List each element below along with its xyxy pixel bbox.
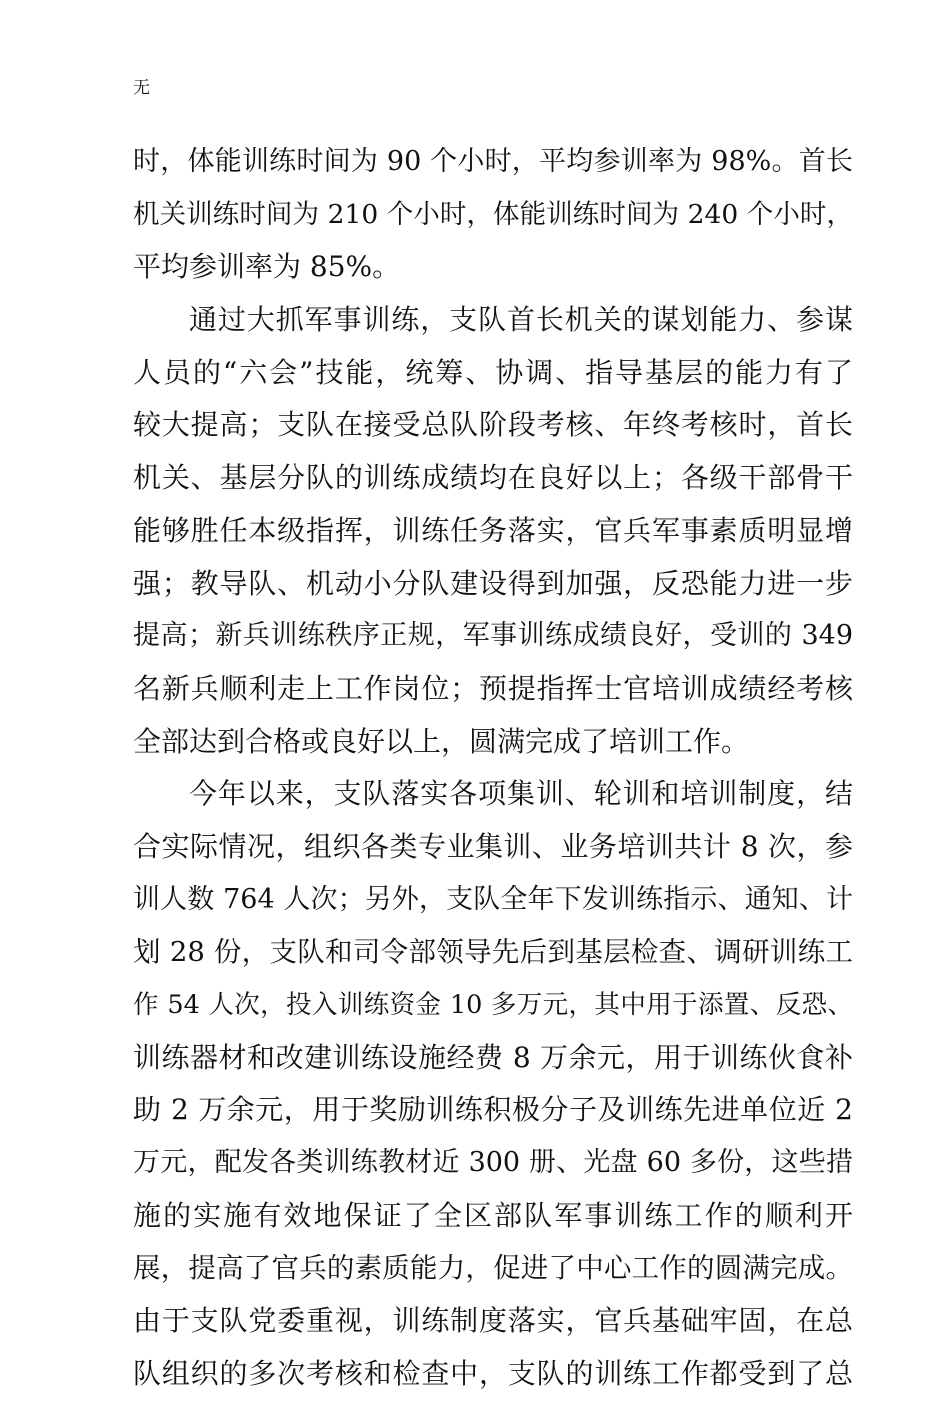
text-line: 机关训练时间为 210 个小时，体能训练时间为 240 个小时， bbox=[133, 198, 853, 230]
paragraph-first-line: 今年以来，支队落实各项集训、轮训和培训制度，结 bbox=[189, 777, 853, 811]
text-line: 名新兵顺利走上工作岗位；预提指挥士官培训成绩经考核 bbox=[133, 671, 853, 705]
text-line: 机关、基层分队的训练成绩均在良好以上；各级干部骨干 bbox=[133, 461, 853, 495]
header-label: 无 bbox=[133, 78, 150, 98]
text-line: 较大提高；支队在接受总队阶段考核、年终考核时，首长 bbox=[133, 408, 853, 442]
text-line: 训练器材和改建训练设施经费 8 万余元，用于训练伙食补 bbox=[133, 1040, 853, 1074]
text-line: 施的实施有效地保证了全区部队军事训练工作的顺利开 bbox=[133, 1198, 853, 1232]
paragraph-first-line: 通过大抓军事训练，支队首长机关的谋划能力、参谋 bbox=[189, 303, 853, 337]
body-text bbox=[133, 136, 853, 1401]
text-line: 提高；新兵训练秩序正规，军事训练成绩良好，受训的 349 bbox=[133, 620, 853, 652]
text-line: 人员的“六会”技能，统筹、协调、指导基层的能力有了 bbox=[133, 355, 853, 389]
text-line: 队组织的多次考核和检查中，支队的训练工作都受到了总 bbox=[133, 1356, 853, 1390]
text-line: 合实际情况，组织各类专业集训、业务培训共计 8 次，参 bbox=[133, 829, 853, 863]
text-line: 强；教导队、机动小分队建设得到加强，反恐能力进一步 bbox=[133, 566, 853, 600]
text-line: 时，体能训练时间为 90 个小时，平均参训率为 98%。首长 bbox=[133, 146, 853, 177]
text-line: 助 2 万余元，用于奖励训练积极分子及训练先进单位近 2 bbox=[133, 1093, 853, 1127]
text-line: 作 54 人次，投入训练资金 10 多万元，其中用于添置、反恐、 bbox=[133, 990, 853, 1020]
text-line: 由于支队党委重视，训练制度落实，官兵基础牢固，在总 bbox=[133, 1304, 853, 1338]
text-line: 全部达到合格或良好以上，圆满完成了培训工作。 bbox=[133, 724, 750, 758]
text-line: 展，提高了官兵的素质能力，促进了中心工作的圆满完成。 bbox=[133, 1252, 853, 1285]
text-line: 能够胜任本级指挥，训练任务落实，官兵军事素质明显增 bbox=[133, 513, 853, 547]
text-line: 划 28 份，支队和司令部领导先后到基层检查、调研训练工 bbox=[133, 936, 853, 969]
text-line: 训人数 764 人次；另外，支队全年下发训练指示、通知、计 bbox=[133, 883, 853, 915]
text-line: 平均参训率为 85%。 bbox=[133, 250, 401, 284]
text-line: 万元，配发各类训练教材近 300 册、光盘 60 多份，这些措 bbox=[133, 1147, 853, 1179]
